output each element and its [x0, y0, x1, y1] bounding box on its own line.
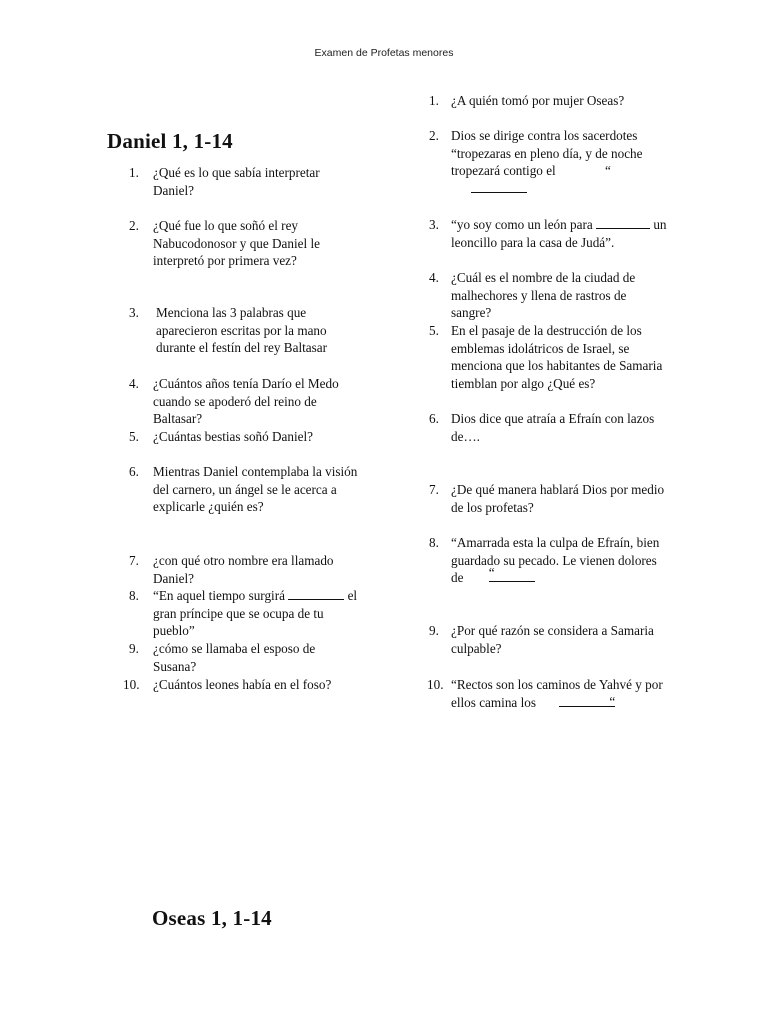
question-item — [429, 269, 669, 322]
question-item — [429, 534, 669, 587]
page-header: Examen de Profetas menores — [314, 47, 454, 59]
question-text: ¿Cuántas bestias soñó Daniel? — [153, 429, 314, 444]
question-text-part: Dios se dirige contra los sacerdotes “tropezaras en pleno día, y de noche tropezará contigo el — [451, 128, 643, 179]
question-item — [429, 410, 669, 445]
answer-blank[interactable] — [288, 587, 344, 600]
section-title-oseas: Oseas 1, 1-14 — [152, 906, 272, 930]
question-text: En el pasaje de la destrucción de los emblemas idolátricos de Israel, se menciona que los habitantes de Samaria tiemblan por algo ¿Qué es? — [451, 323, 663, 391]
question-item — [129, 217, 361, 270]
question-text — [451, 216, 669, 251]
question-text-part: “En aquel tiempo surgirá — [153, 588, 285, 603]
question-number: 3. — [129, 305, 139, 320]
question-text-part: “ — [605, 163, 611, 179]
question-number: 1. — [129, 165, 139, 180]
question-item — [429, 622, 669, 657]
question-text — [451, 676, 669, 711]
question-number: 8. — [129, 588, 139, 603]
question-text: ¿Cuántos leones había en el foso? — [153, 677, 332, 692]
question-item — [129, 164, 361, 199]
question-item — [129, 640, 361, 675]
question-number: 4. — [129, 376, 139, 391]
question-item — [129, 587, 361, 640]
question-number: 7. — [429, 482, 439, 497]
question-number: 9. — [429, 623, 439, 638]
question-number: 6. — [429, 411, 439, 426]
question-text-part: el gran príncipe que se ocupa de tu pueblo” — [153, 588, 358, 639]
question-item — [429, 127, 669, 197]
answer-blank[interactable] — [488, 565, 535, 582]
question-text: Dios dice que atraía a Efraín con lazos de…. — [451, 411, 655, 444]
question-text: ¿Cuántos años tenía Darío el Medo cuando se apoderó del reino de Baltasar? — [153, 376, 339, 427]
question-text: ¿Por qué razón se considera a Samaria culpable? — [451, 623, 654, 656]
question-item — [429, 481, 669, 516]
question-number: 2. — [429, 128, 439, 143]
question-item — [429, 676, 669, 711]
question-text-part: “ — [488, 565, 495, 581]
question-number: 5. — [429, 323, 439, 338]
question-text-part: “Rectos son los caminos de Yahvé y por ellos camina los — [451, 677, 663, 710]
question-text — [451, 534, 669, 587]
question-number: 2. — [129, 218, 139, 233]
question-item — [129, 552, 361, 587]
answer-blank[interactable] — [471, 180, 527, 193]
question-text: ¿cómo se llamaba el esposo de Susana? — [153, 641, 316, 674]
answer-blank[interactable] — [596, 216, 650, 229]
question-item — [129, 304, 361, 357]
question-number: 10. — [123, 677, 140, 692]
question-number: 8. — [429, 535, 439, 550]
question-number: 9. — [129, 641, 139, 656]
question-number: 10. — [427, 677, 444, 692]
question-item — [123, 676, 361, 694]
question-number: 6. — [129, 464, 139, 479]
question-item — [129, 463, 361, 516]
question-text-part: “Amarrada esta la culpa de Efraín, bien guardado su pecado. Le vienen dolores de — [451, 535, 660, 586]
question-item — [429, 322, 669, 392]
question-text-part: “ — [609, 693, 616, 709]
question-item — [129, 375, 361, 428]
question-number: 5. — [129, 429, 139, 444]
question-number: 7. — [129, 553, 139, 568]
section-title-daniel: Daniel 1, 1-14 — [107, 129, 233, 153]
question-number: 4. — [429, 270, 439, 285]
question-text-part: un leoncillo para la casa de Judá”. — [451, 217, 667, 250]
question-item — [129, 428, 361, 446]
question-text: ¿Qué fue lo que soñó el rey Nabucodonosor y que Daniel le interpretó por primera vez? — [153, 218, 320, 269]
answer-blank[interactable] — [559, 694, 615, 707]
question-item — [429, 216, 669, 251]
question-number: 1. — [429, 93, 439, 108]
question-text: ¿con qué otro nombre era llamado Daniel? — [153, 553, 334, 586]
question-text: Menciona las 3 palabras que aparecieron escritas por la mano durante el festín del rey Baltasar — [156, 305, 327, 356]
question-text: ¿Cuál es el nombre de la ciudad de malhechores y llena de rastros de sangre? — [451, 270, 636, 321]
question-number: 3. — [429, 217, 439, 232]
question-text — [153, 587, 361, 640]
question-text — [451, 127, 669, 197]
question-text-part: “yo soy como un león para — [451, 217, 593, 232]
question-text: ¿A quién tomó por mujer Oseas? — [451, 93, 625, 108]
question-text: ¿De qué manera hablará Dios por medio de los profetas? — [451, 482, 665, 515]
question-item — [429, 92, 669, 110]
question-text: Mientras Daniel contemplaba la visión del carnero, un ángel se le acerca a explicarle ¿quién es? — [153, 464, 358, 515]
question-text: ¿Qué es lo que sabía interpretar Daniel? — [153, 165, 320, 198]
